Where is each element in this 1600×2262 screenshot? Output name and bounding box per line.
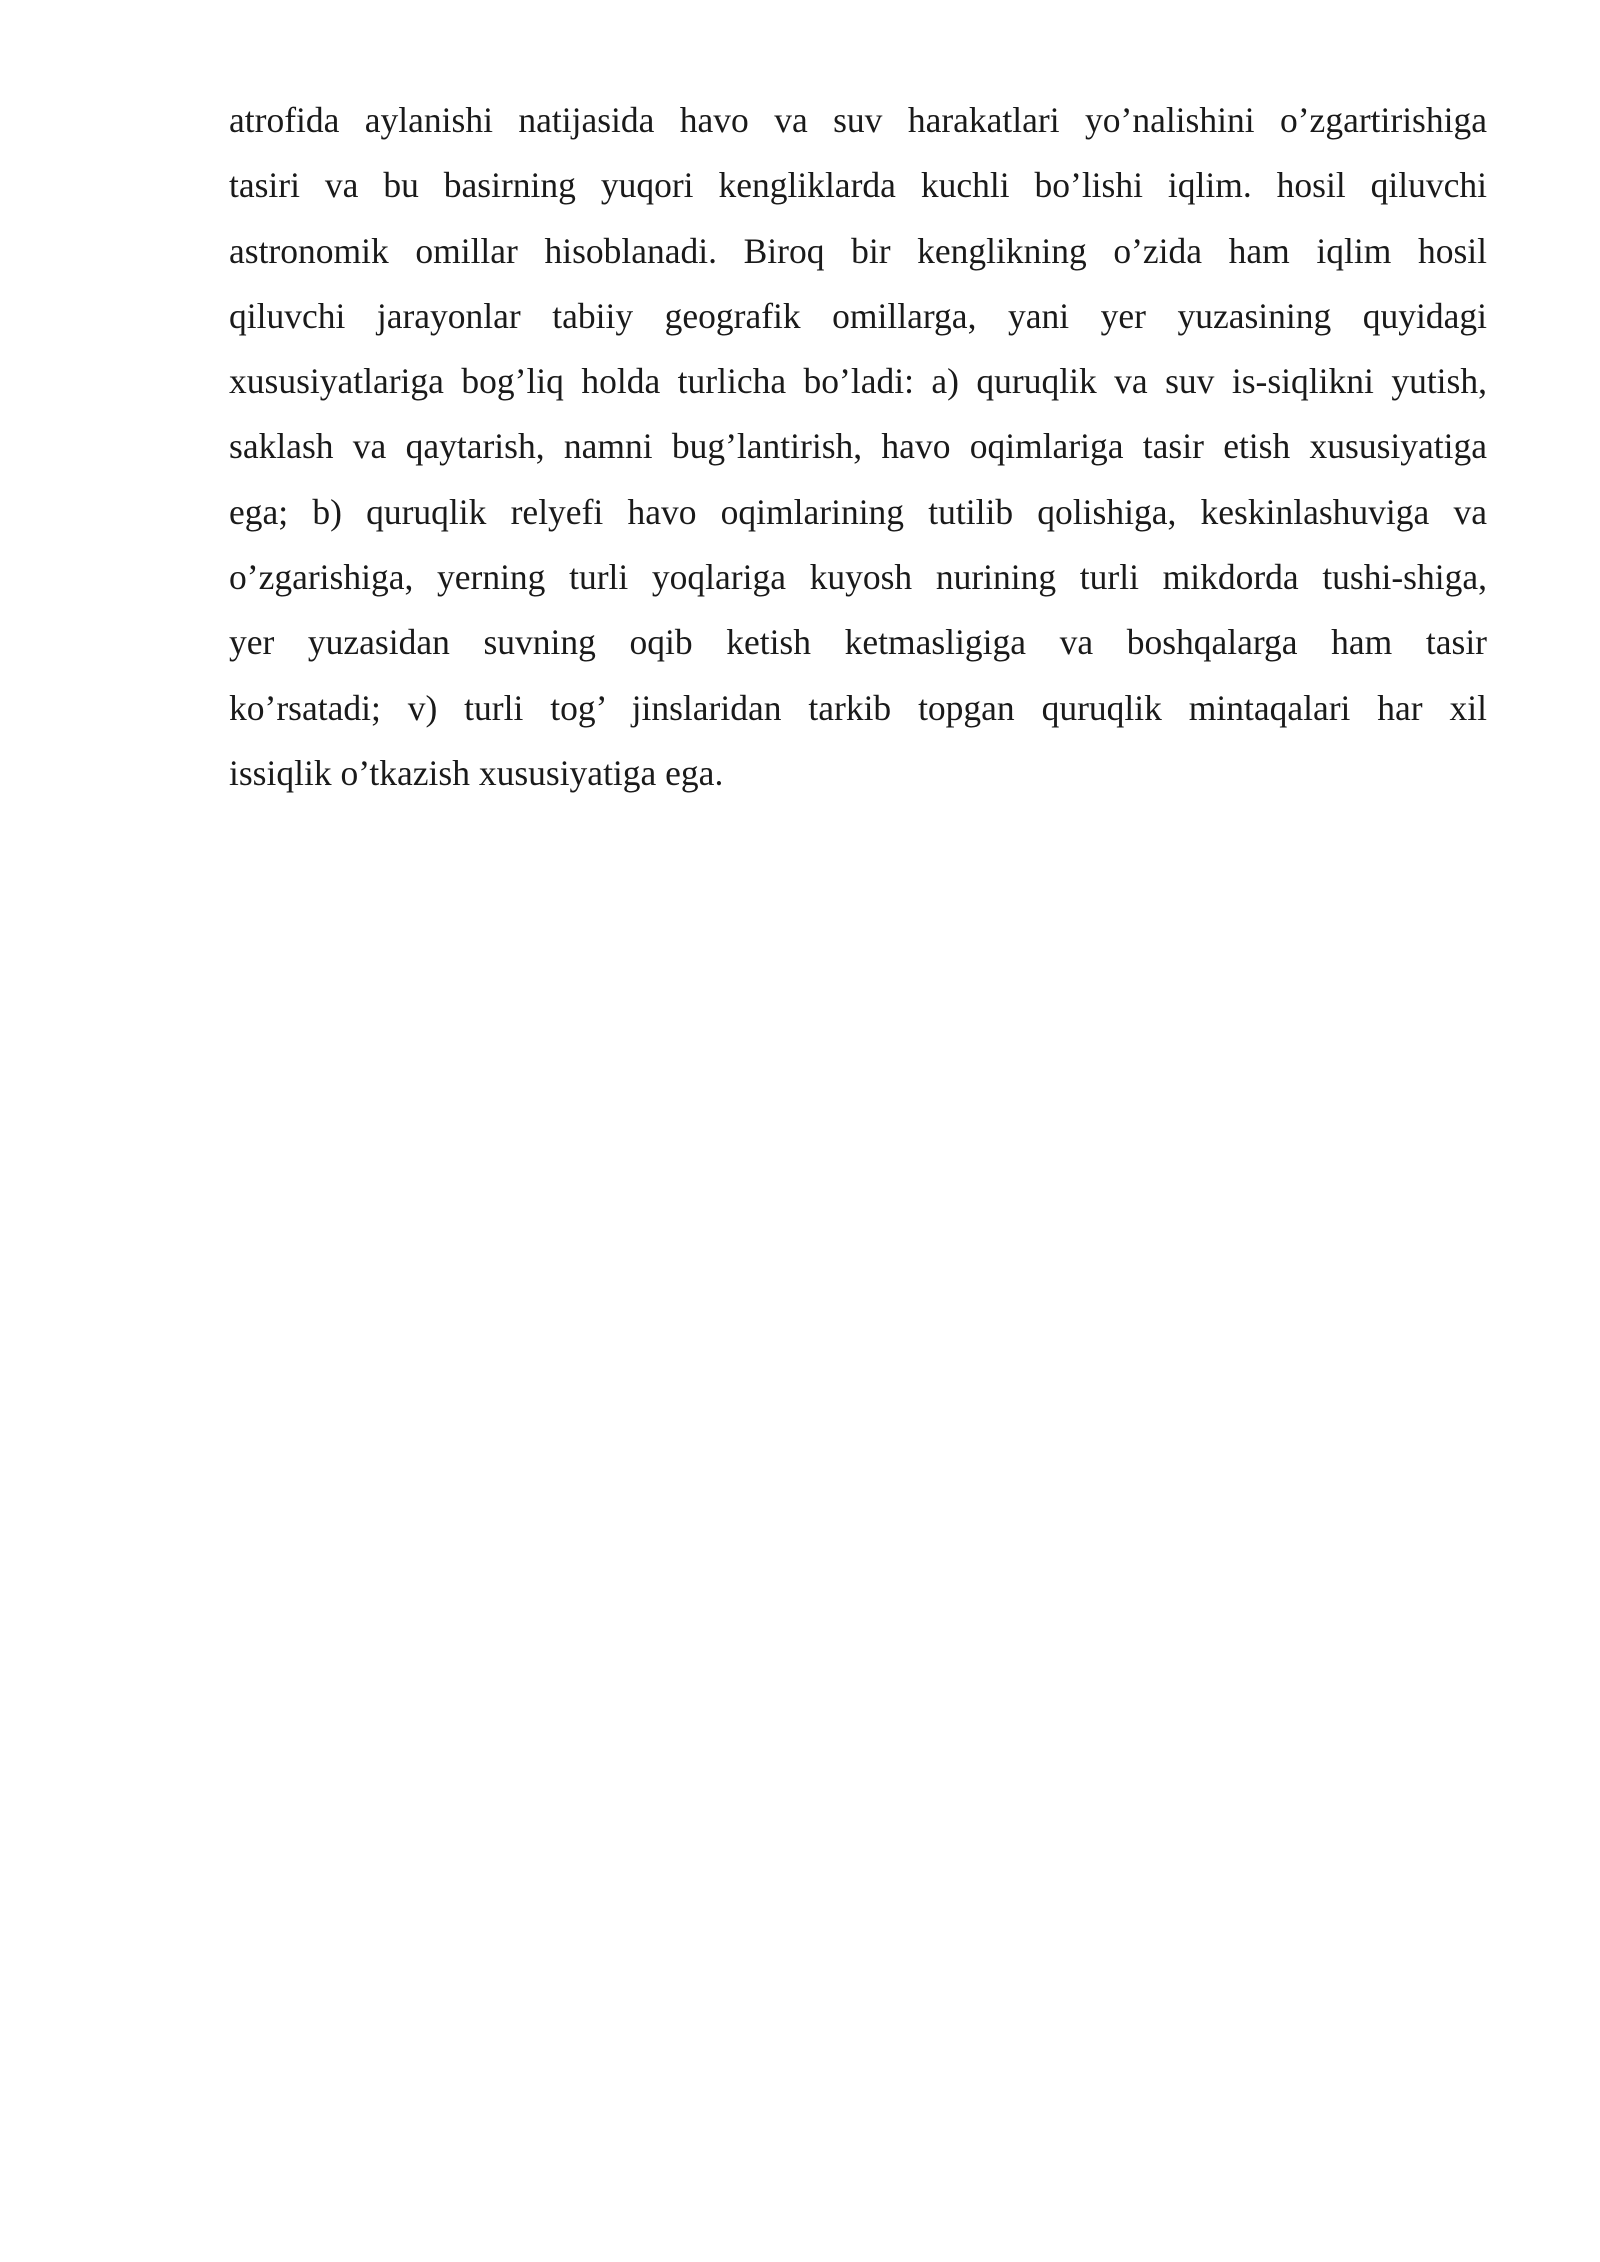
paragraph-line: xususiyatlariga bog’liq holda turlicha bo’ladi: a) quruqlik va suv is-siqlikni yutish,: [229, 361, 1487, 402]
paragraph-line: ko’rsatadi; v) turli tog’ jinslaridan tarkib topgan quruqlik mintaqalari har xil: [229, 687, 1487, 728]
paragraph-line: ega; b) quruqlik relyefi havo oqimlarining tutilib qolishiga, keskinlashuviga va: [229, 491, 1487, 532]
paragraph-line: saklash va qaytarish, namni bug’lantirish, havo oqimlariga tasir etish xususiyatiga: [229, 426, 1487, 467]
paragraph-line: o’zgarishiga, yerning turli yoqlariga kuyosh nurining turli mikdorda tushi-shiga,: [229, 557, 1487, 598]
paragraph-line: astronomik omillar hisoblanadi. Biroq bir kenglikning o’zida ham iqlim hosil: [229, 230, 1487, 271]
paragraph-line: qiluvchi jarayonlar tabiiy geografik omillarga, yani yer yuzasining quyidagi: [229, 295, 1487, 336]
paragraph-line-last: issiqlik o’tkazish xususiyatiga ega.: [229, 752, 724, 793]
paragraph-line: tasiri va bu basirning yuqori kengliklarda kuchli bo’lishi iqlim. hosil qiluvchi: [229, 165, 1487, 206]
paragraph-line: atrofida aylanishi natijasida havo va suv harakatlari yo’nalishini o’zgartirishiga: [229, 100, 1487, 140]
paragraph-line: yer yuzasidan suvning oqib ketish ketmasligiga va boshqalarga ham tasir: [229, 622, 1487, 663]
body-paragraph: [229, 88, 1487, 806]
